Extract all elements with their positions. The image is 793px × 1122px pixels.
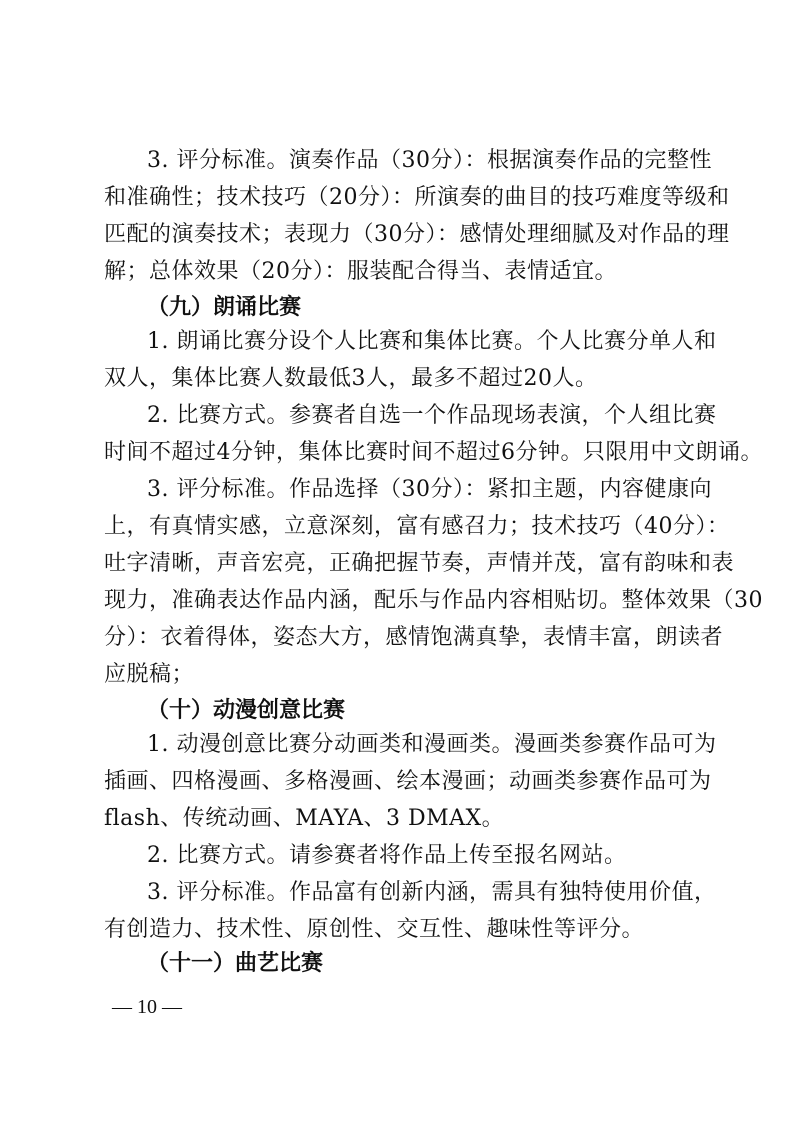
paragraph-line: 3. 评分标准。作品富有创新内涵，需具有独特使用价值， xyxy=(147,880,717,905)
paragraph-line: 1. 朗诵比赛分设个人比赛和集体比赛。个人比赛分单人和 xyxy=(147,329,717,354)
paragraph-line: 2. 比赛方式。参赛者自选一个作品现场表演，个人组比赛 xyxy=(147,403,717,428)
paragraph-line: 匹配的演奏技术；表现力（30分）：感情处理细腻及对作品的理 xyxy=(104,222,730,247)
paragraph-line: 双人，集体比赛人数最低3人，最多不超过20人。 xyxy=(104,366,598,391)
section-heading: （九）朗诵比赛 xyxy=(147,294,302,320)
paragraph-line: 现力，准确表达作品内涵，配乐与作品内容相贴切。整体效果（30 xyxy=(104,588,763,613)
paragraph-line: 上，有真情实感，立意深刻，富有感召力；技术技巧（40分）： xyxy=(104,514,730,539)
paragraph-line: 和准确性；技术技巧（20分）：所演奏的曲目的技巧难度等级和 xyxy=(104,185,730,210)
paragraph-line: 有创造力、技术性、原创性、交互性、趣味性等评分。 xyxy=(104,917,645,942)
paragraph-line: 3. 评分标准。作品选择（30分）：紧扣主题，内容健康向 xyxy=(147,477,712,502)
paragraph-line: 吐字清晰，声音宏亮，正确把握节奏，声情并茂，富有韵味和表 xyxy=(104,551,735,576)
page-number: — 10 — xyxy=(112,996,182,1018)
section-heading: （十）动漫创意比赛 xyxy=(147,697,346,723)
paragraph-line: 解；总体效果（20分）：服装配合得当、表情适宜。 xyxy=(104,259,617,284)
paragraph-line: 1. 动漫创意比赛分动画类和漫画类。漫画类参赛作品可为 xyxy=(147,732,717,757)
paragraph-line: 2. 比赛方式。请参赛者将作品上传至报名网站。 xyxy=(147,843,627,868)
paragraph-line: 应脱稿； xyxy=(104,662,195,687)
paragraph-line: flash、传统动画、MAYA、3 DMAX。 xyxy=(104,806,505,831)
paragraph-line: 3. 评分标准。演奏作品（30分）：根据演奏作品的完整性 xyxy=(147,148,712,173)
paragraph-line: 时间不超过4分钟，集体比赛时间不超过6分钟。只限用中文朗诵。 xyxy=(104,440,763,465)
paragraph-line: 插画、四格漫画、多格漫画、绘本漫画；动画类参赛作品可为 xyxy=(104,769,712,794)
section-heading: （十一）曲艺比赛 xyxy=(147,950,324,976)
paragraph-line: 分）：衣着得体，姿态大方，感情饱满真挚，表情丰富，朗读者 xyxy=(104,625,724,650)
